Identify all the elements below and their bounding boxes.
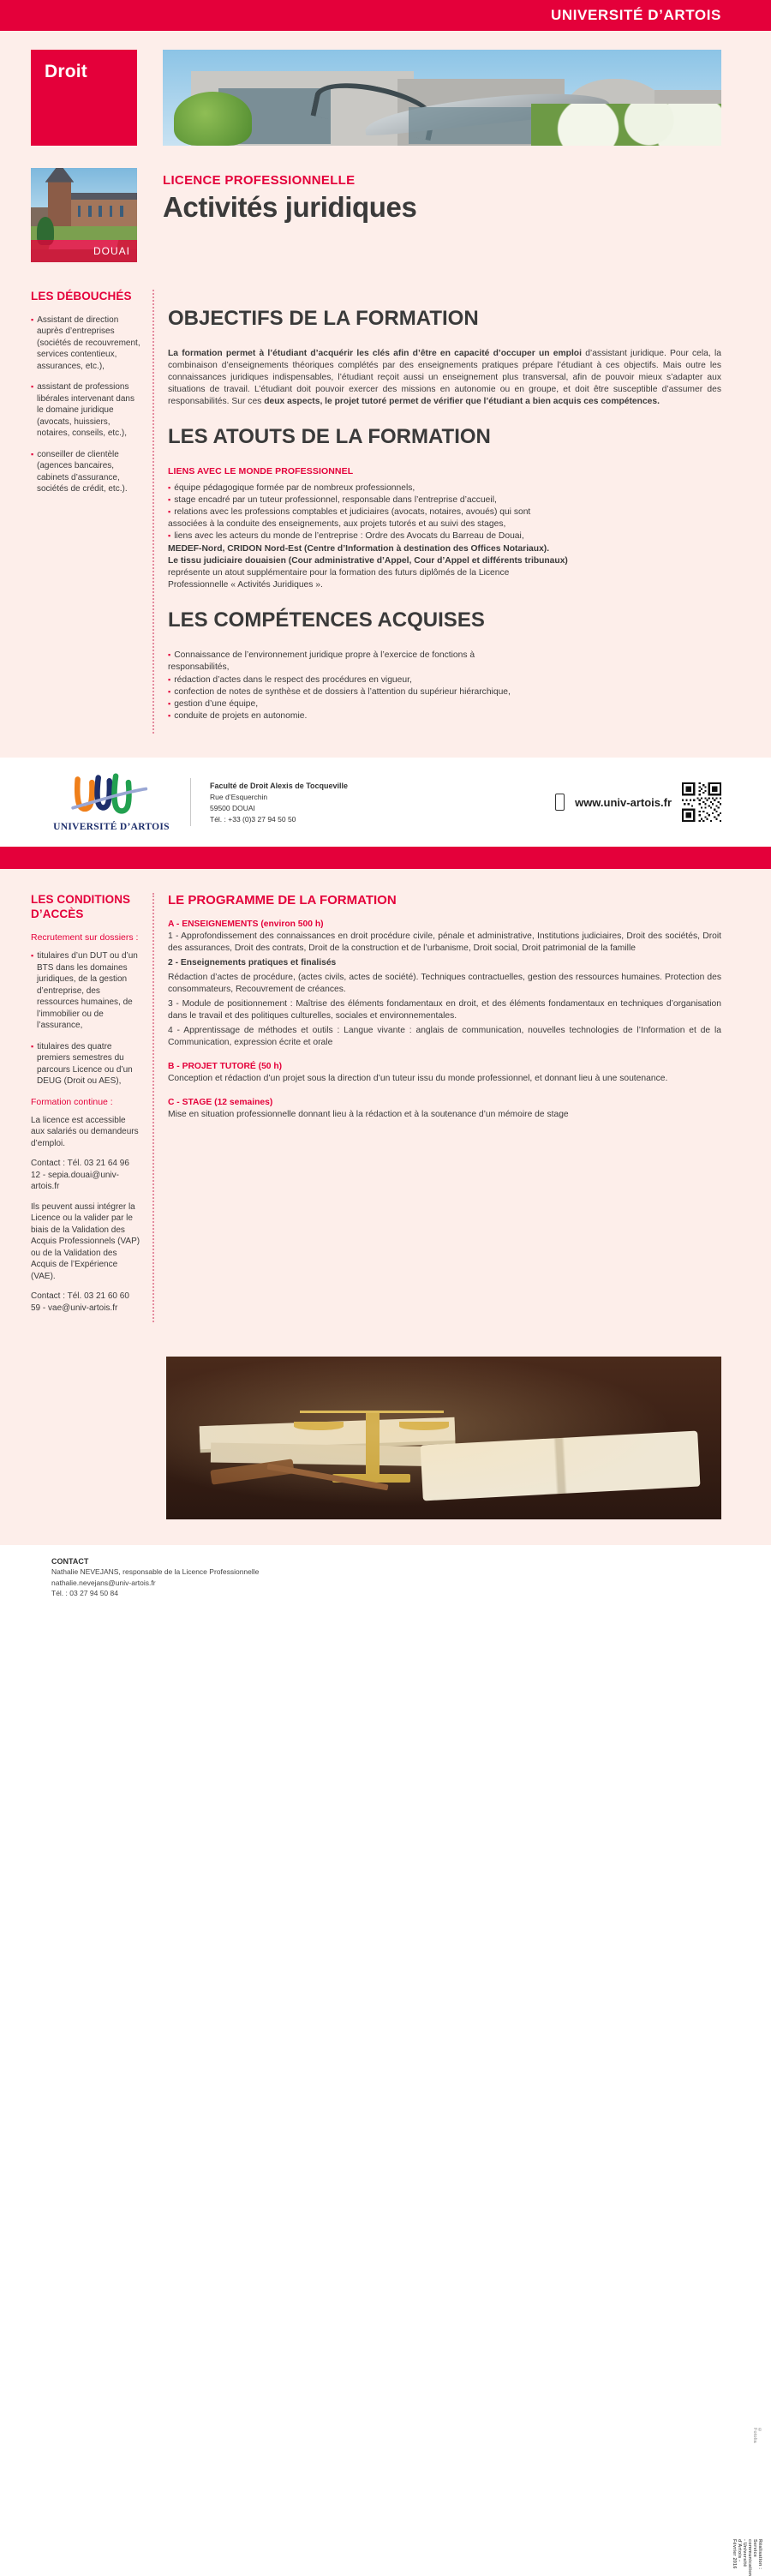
programme-block-title: C - STAGE (12 semaines) — [168, 1098, 273, 1108]
conditions-column — [31, 893, 140, 1322]
list-item: ▪ équipe pédagogique formée par de nombreux professionnels, — [168, 482, 721, 494]
list-item: ▪ gestion d’une équipe, — [168, 698, 721, 710]
page-1 — [0, 0, 771, 758]
objectifs-closing: deux aspects, le projet tutoré permet de vérifier que l’étudiant a bien acquis ces compétences. — [264, 396, 660, 406]
paragraph: La licence est accessible aux salariés ou demandeurs d’emploi. — [31, 1115, 139, 1148]
footer-contact-name: Nathalie NEVEJANS, responsable de la Licence Professionnelle — [51, 1567, 260, 1577]
list-item: ▪ Connaissance de l’environnement juridique propre à l’exercice de fonctions à — [168, 650, 721, 662]
university-logo — [51, 773, 171, 832]
list-item: ▪ conseiller de clientèle (agences bancaires, cabinets d’assurance, sociétés de crédit, etc.). — [31, 449, 140, 495]
faculty-address — [210, 781, 348, 825]
objectifs-paragraph — [168, 348, 721, 408]
logo-contact-strip — [0, 758, 771, 847]
list-item: ▪ titulaires des quatre premiers semestres du parcours Licence ou d’un DEUG (Droit ou AES), — [31, 1041, 140, 1087]
list-item: ▪ assistant de professions libérales intervenant dans le domaine juridique (avocats, huissiers, notaires, conseils, etc.), — [31, 381, 140, 440]
programme-line: Rédaction d’actes de procédure, (actes civils, actes de société). Techniques contractuelles, gestion des ressources humaines. Protection des consommateurs, Recouvrement de créances. — [168, 973, 721, 995]
paragraph: Contact : Tél. 03 21 64 96 12 - sepia.douai@univ-artois.fr — [31, 1159, 129, 1192]
programme-block-title: B - PROJET TUTORÉ (50 h) — [168, 1062, 283, 1072]
hero-row — [0, 31, 771, 146]
list-item: responsabilités, — [168, 662, 230, 673]
page1-columns — [0, 262, 771, 734]
logo-wordmark: UNIVERSITÉ D’ARTOIS — [53, 821, 170, 832]
main-content-column — [168, 290, 721, 734]
competences-heading: LES COMPÉTENCES ACQUISES — [168, 608, 485, 632]
programme-line: 2 - Enseignements pratiques et finalisés — [168, 958, 337, 968]
list-item: ▪ stage encadré par un tuteur professionnel, responsable dans l’entreprise d’accueil, — [168, 494, 721, 506]
block-spacer — [168, 1087, 721, 1098]
programme-heading: LE PROGRAMME DE LA FORMATION — [168, 893, 397, 908]
hero-photo-campus — [163, 50, 721, 146]
faculty-street: Rue d’Esquerchin — [210, 793, 268, 802]
objectifs-heading: OBJECTIFS DE LA FORMATION — [168, 306, 479, 330]
footer-contact — [0, 1545, 771, 1620]
mobile-phone-icon — [555, 794, 565, 811]
column-divider — [152, 893, 154, 1322]
production-credit: Réalisation : Service communication - Université d’Artois - Février 2016 — [732, 2539, 762, 2576]
list-item: ▪ liens avec les acteurs du monde de l’entreprise : Ordre des Avocats du Barreau de Douai, — [168, 530, 721, 542]
conditions-sub-formation-continue: Formation continue : — [31, 1096, 113, 1107]
douai-window — [99, 206, 102, 217]
block-spacer — [168, 1051, 721, 1062]
footer-contact-tel: Tél. : 03 27 94 50 84 — [51, 1588, 118, 1597]
footer-contact-email[interactable]: nathalie.nevejans@univ-artois.fr — [51, 1578, 156, 1587]
list-item: ▪ confection de notes de synthèse et de dossiers à l’attention du supérieur hiérarchique, — [168, 686, 721, 698]
photo-credit: © Fotolia — [752, 2428, 762, 2444]
programme-column — [168, 893, 721, 1322]
city-caption-band — [31, 240, 137, 262]
paragraph: Contact : Tél. 03 21 60 60 59 - vae@univ-artois.fr — [31, 1291, 129, 1313]
faculty-name: Faculté de Droit Alexis de Tocqueville — [210, 781, 349, 790]
list-item: Professionnelle « Activités Juridiques ». — [168, 580, 323, 590]
column-divider — [152, 290, 154, 734]
list-item: ▪ conduite de projets en autonomie. — [168, 710, 721, 722]
red-separator-band — [0, 847, 771, 869]
competences-list — [168, 650, 721, 722]
douai-window — [110, 206, 113, 217]
debouches-heading: LES DÉBOUCHÉS — [31, 290, 132, 303]
top-red-bar — [0, 0, 771, 31]
atouts-list — [168, 482, 721, 592]
faculty-tel: Tél. : +33 (0)3 27 94 50 50 — [210, 814, 296, 824]
subtitle-row — [0, 146, 771, 262]
conditions-heading: LES CONDITIONS D’ACCÈS — [31, 893, 131, 921]
footer-contact-title: CONTACT — [51, 1557, 89, 1567]
programme-line: Conception et rédaction d’un projet sous la direction d’un tuteur issu du monde professionnel, et donnant lieu à une soutenance. — [168, 1074, 668, 1084]
domain-badge — [31, 50, 137, 146]
conditions-list — [31, 950, 140, 1087]
douai-window — [78, 206, 81, 217]
artois-monogram-icon — [63, 773, 158, 816]
programme-block-title: A - ENSEIGNEMENTS (environ 500 h) — [168, 920, 324, 930]
page2-columns — [0, 869, 771, 1322]
photo-flowering-shrub — [531, 104, 721, 146]
objectifs-body: d’assistant juridique. Pour cela, la combinaison d’enseignements théoriques complétés par des enseignements pratiques prépare l’étudiant à ces objectifs. Mais outre les connaissances juridiques indispensables, l’étudiant reçoit aussi un enseignement plus transversal, afin de pouvoir mieux s’adapter aux situations de travail. L’étudiant doit pouvoir exercer des missions en autonomie ou en groupe, et doit être susceptible d’assumer des responsabilités. Sur ces — [168, 348, 721, 406]
douai-window — [88, 206, 92, 217]
douai-window — [120, 206, 123, 217]
conditions-sub-recrutement: Recrutement sur dossiers : — [31, 932, 139, 944]
list-item: MEDEF-Nord, CRIDON Nord-Est (Centre d’Information à destination des Offices Notariaux). — [168, 543, 550, 554]
programme-line: 3 - Module de positionnement : Maîtrise des éléments fondamentaux en droit, et des éléments fondamentaux en techniques d’organisation dans le travail et des politiques culturelles, sociales et environnementales. — [168, 999, 721, 1021]
conditions-paragraphs — [31, 1115, 140, 1315]
list-item: ▪ titulaires d’un DUT ou d’un BTS dans les domaines juridiques, de la gestion d’entreprise, des ressources humaines, de l’immobilier ou de l’assurance, — [31, 950, 140, 1032]
web-qr-group — [555, 782, 721, 822]
list-item: associées à la conduite des enseignements, aux projets tutorés et au suivi des stages, — [168, 519, 506, 530]
atouts-subheading: LIENS AVEC LE MONDE PROFESSIONNEL — [168, 465, 354, 476]
photo-warm-light — [166, 1357, 721, 1519]
programme-line: 4 - Apprentissage de méthodes et outils : Langue vivante : anglais de communication, nouvelles technologies de l’Information et de la Communication, expression écrite et orale — [168, 1026, 721, 1048]
objectifs-lead: La formation permet à l’étudiant d’acquérir les clés afin d’être en capacité d’occuper un emploi — [168, 348, 582, 358]
diploma-kicker: LICENCE PROFESSIONNELLE — [163, 173, 356, 188]
atouts-heading: LES ATOUTS DE LA FORMATION — [168, 424, 491, 448]
page-title: Activités juridiques — [163, 191, 417, 223]
faculty-city: 59500 DOUAI — [210, 803, 255, 812]
list-item: ▪ relations avec les professions comptables et judiciaires (avocats, notaires, avoués) qui sont — [168, 506, 721, 518]
list-item: Le tissu judiciaire douaisien (Cour administrative d’Appel, Cour d’Appel et différents tribunaux) — [168, 555, 568, 566]
programme-line: Mise en situation professionnelle donnant lieu à la rédaction et à la soutenance d’un mémoire de stage — [168, 1110, 569, 1120]
law-books-gavel-photo — [166, 1357, 721, 1519]
debouches-list — [31, 315, 140, 495]
domain-badge-label: Droit — [45, 62, 87, 81]
photo-tree — [174, 92, 252, 146]
university-name: UNIVERSITÉ D’ARTOIS — [550, 7, 721, 23]
qr-code-icon[interactable] — [682, 782, 721, 822]
list-item: ▪ Assistant de direction auprès d’entreprises (sociétés de recouvrement, services contentieux, assurances, etc.), — [31, 315, 140, 373]
logo-divider — [190, 778, 191, 826]
list-item: ▪ rédaction d’actes dans le respect des procédures en vigueur, — [168, 674, 721, 686]
douai-campus-photo — [31, 168, 137, 262]
paragraph: Ils peuvent aussi intégrer la Licence ou la valider par le biais de la Validation des Acquis Professionnels (VAP) ou de la Validation des Acquis de l’Expérience (VAE). — [31, 1201, 140, 1281]
debouches-column — [31, 290, 140, 734]
list-item: représente un atout supplémentaire pour la formation des futurs diplômés de la Licence — [168, 568, 510, 578]
programme-line: 1 - Approfondissement des connaissances en droit procédure civile, pénale et administrative, Institutions judiciaires, Droit des sociétés, Droit des assurances, Droit des contrats, Droit de la construction et de l’urbanisme, Droit social, Droit patrimonial de la famille — [168, 932, 721, 954]
title-block — [163, 168, 416, 262]
city-caption-label: DOUAI — [93, 245, 130, 257]
programme-blocks — [168, 920, 721, 1121]
website-url[interactable]: www.univ-artois.fr — [575, 795, 672, 809]
